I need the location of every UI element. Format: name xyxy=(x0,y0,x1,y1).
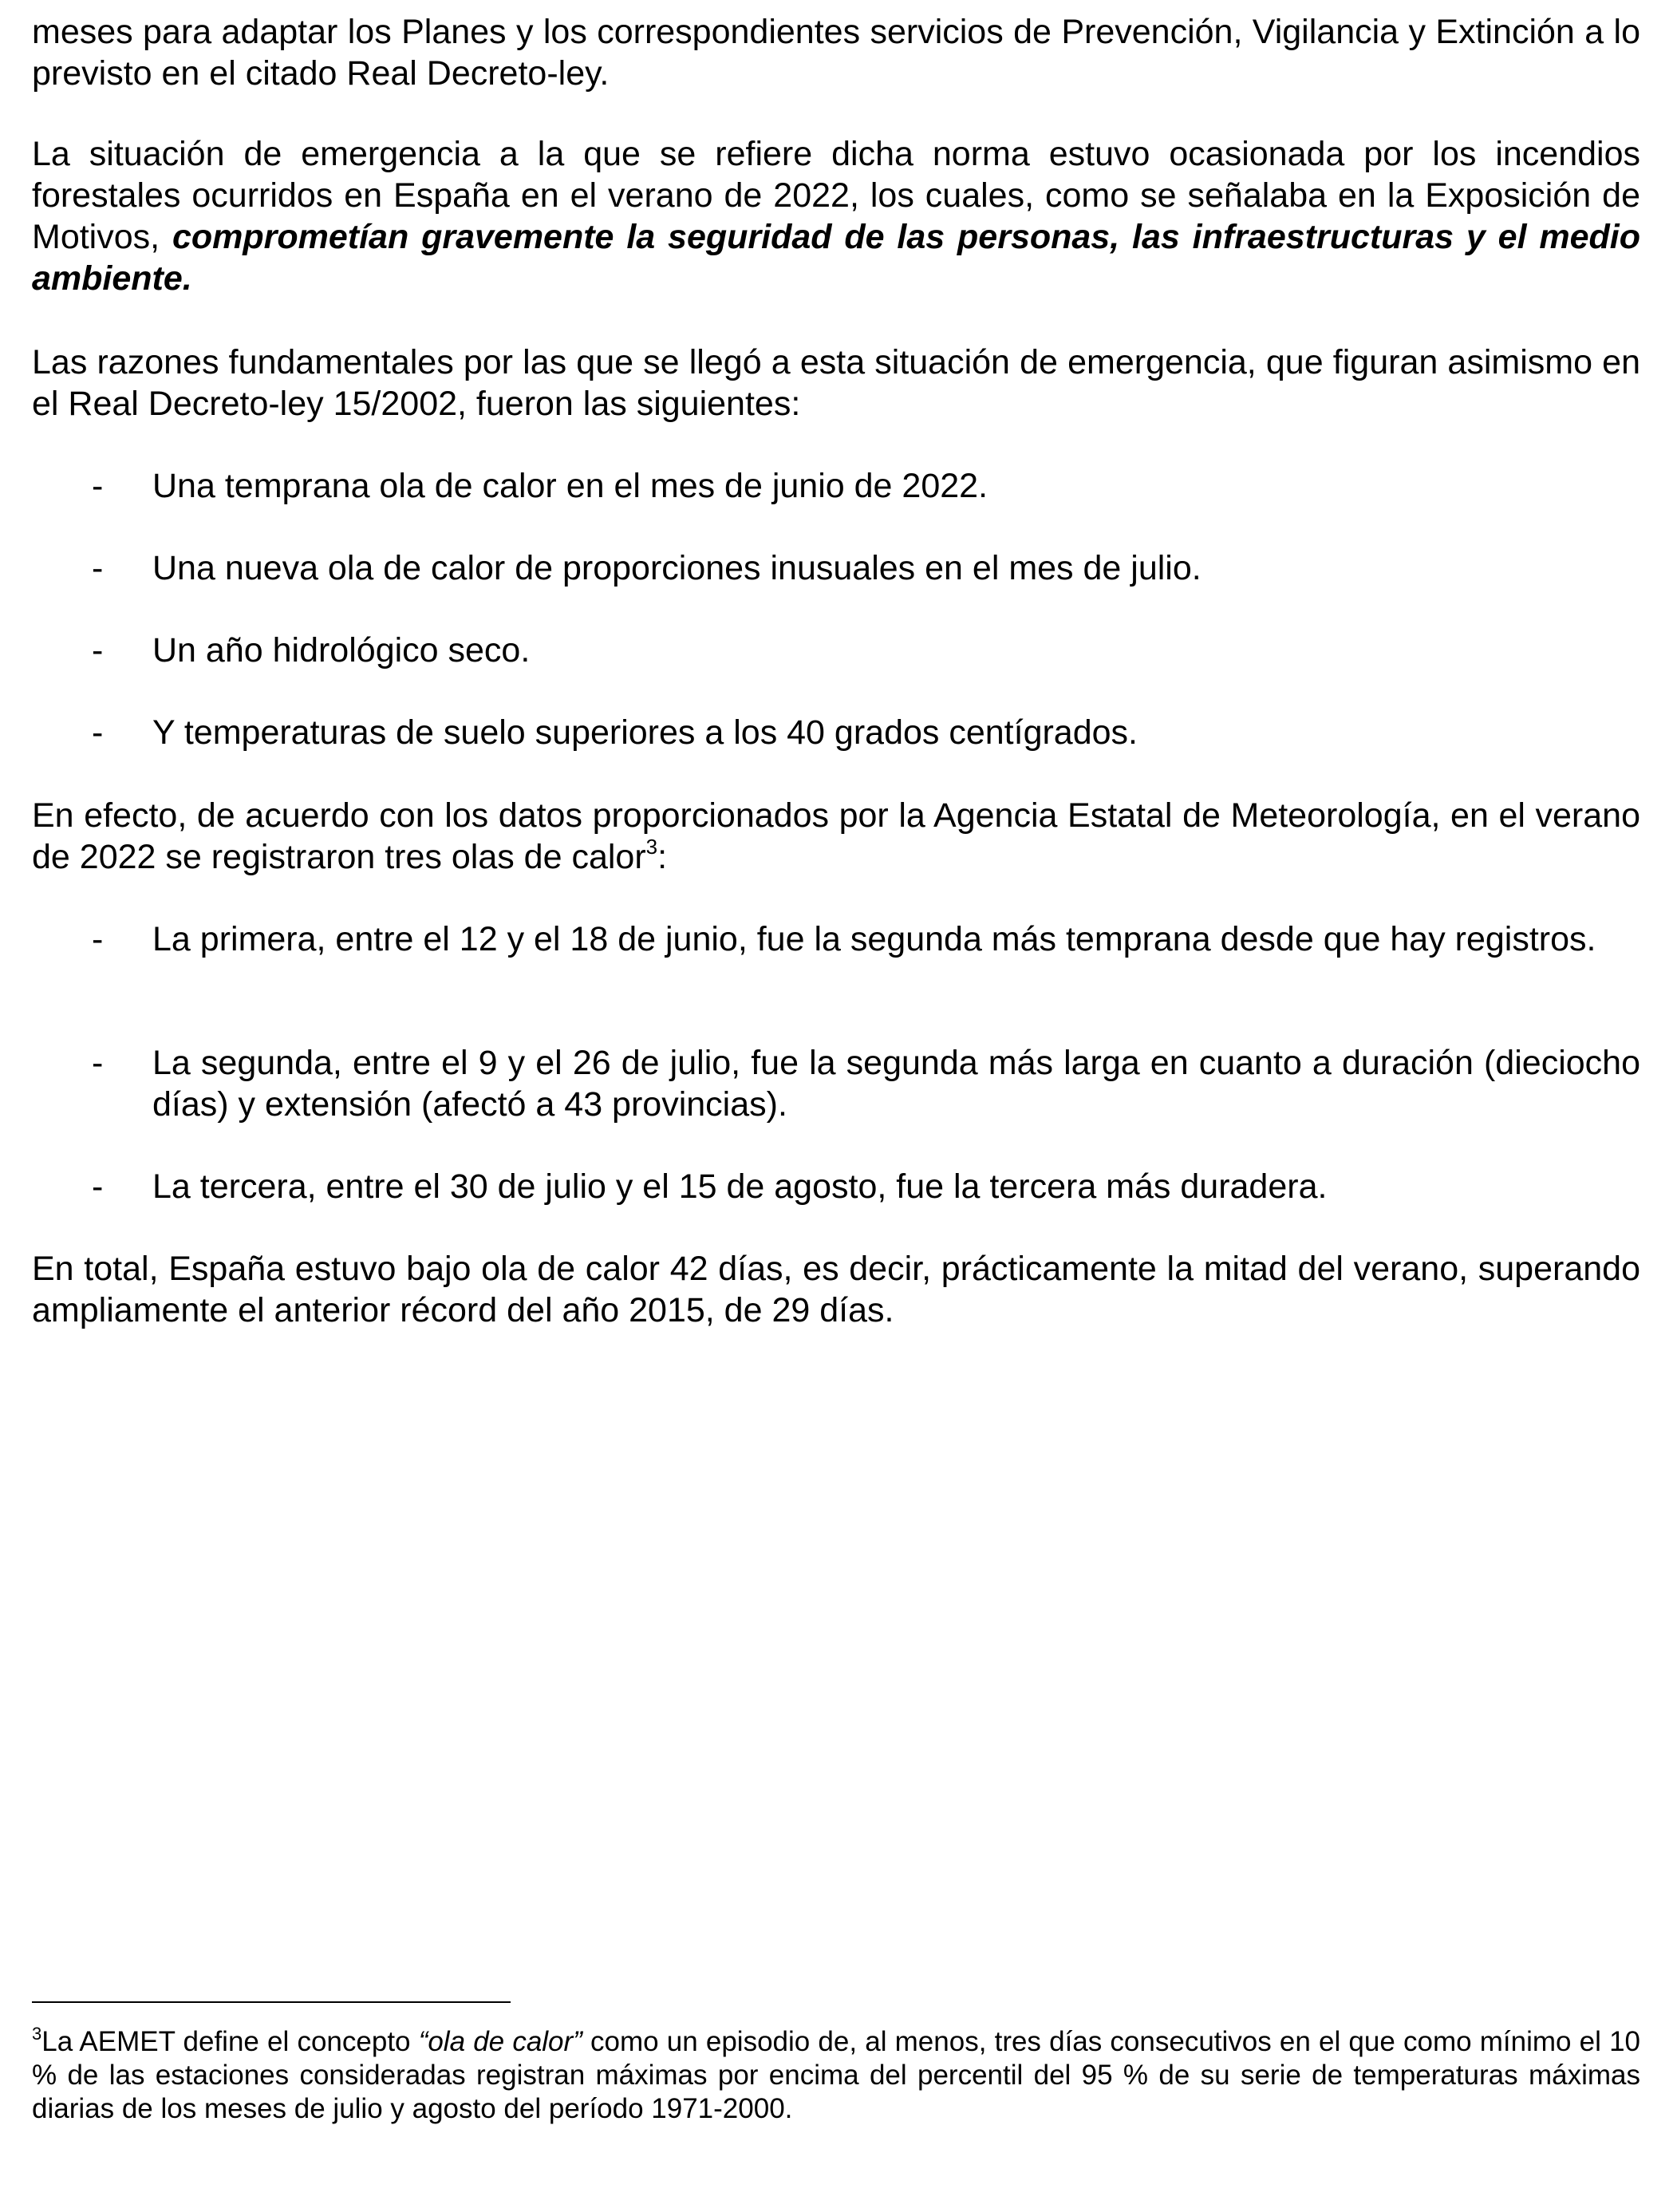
list-item xyxy=(32,1166,1640,1207)
list-dash: - xyxy=(92,549,104,587)
list-dash: - xyxy=(92,631,104,670)
list-item xyxy=(32,1042,1640,1125)
list-item xyxy=(32,712,1640,753)
list-item-text: Un año hidrológico seco. xyxy=(152,631,531,670)
paragraph-total-text: En total, España estuvo bajo ola de calor 42 días, es decir, prácticamente la mitad del verano, superando ampliamente el anterior récord del año 2015, de 29 días. xyxy=(32,1250,1640,1329)
list-dash: - xyxy=(92,1167,104,1206)
list-item-text: Una temprana ola de calor en el mes de junio de 2022. xyxy=(152,467,988,505)
paragraph-total xyxy=(32,1248,1640,1331)
paragraph-reasons-intro xyxy=(32,342,1640,425)
list-item xyxy=(32,465,1640,507)
list-item xyxy=(32,630,1640,671)
paragraph-aemet-data-colon: : xyxy=(657,838,668,876)
list-item-text: Una nueva ola de calor de proporciones inusuales en el mes de julio. xyxy=(152,549,1202,587)
footnote-reference[interactable]: 3 xyxy=(645,835,658,859)
list-item xyxy=(32,918,1640,960)
list-item-text: La tercera, entre el 30 de julio y el 15 de agosto, fue la tercera más duradera. xyxy=(152,1167,1328,1206)
list-dash: - xyxy=(92,467,104,505)
list-dash: - xyxy=(92,920,104,958)
list-item xyxy=(32,547,1640,589)
footnote-divider xyxy=(32,2001,511,2003)
paragraph-aemet-data-text: En efecto, de acuerdo con los datos proporcionados por la Agencia Estatal de Meteorología, en el verano de 2022 se registraron tres olas de calor xyxy=(32,796,1640,876)
list-item-text: La segunda, entre el 9 y el 26 de julio, fue la segunda más larga en cuanto a duración (dieciocho días) y extensión (afectó a 43 provincias). xyxy=(152,1044,1640,1124)
footnote xyxy=(32,2025,1640,2126)
paragraph-intro-text: meses para adaptar los Planes y los correspondientes servicios de Prevención, Vigilancia y Extinción a lo previsto en el citado Real Decreto-ley. xyxy=(32,13,1640,93)
footnote-number: 3 xyxy=(32,2024,42,2044)
paragraph-reasons-intro-text: Las razones fundamentales por las que se llegó a esta situación de emergencia, que figuran asimismo en el Real Decreto-ley 15/2002, fueron las siguientes: xyxy=(32,343,1640,423)
list-dash: - xyxy=(92,1044,104,1082)
footnote-text-end: como un episodio de, al menos, tres días consecutivos en el que como mínimo el 10 % de las estaciones consideradas registran máximas por encima del percentil del 95 % de su serie de temperaturas máximas diarias de los meses de julio y agosto del período 1971-2000. xyxy=(32,2026,1640,2124)
paragraph-emergency-emphasis: comprometían gravemente la seguridad de las personas, las infraestructuras y el medio ambiente. xyxy=(32,218,1640,298)
footnote-term: “ola de calor” xyxy=(418,2026,582,2057)
paragraph-emergency xyxy=(32,133,1640,299)
list-item-text: Y temperaturas de suelo superiores a los 40 grados centígrados. xyxy=(152,713,1138,752)
list-dash: - xyxy=(92,713,104,752)
footnote-text-start: La AEMET define el concepto xyxy=(41,2026,419,2057)
paragraph-emergency-text: La situación de emergencia a la que se refiere dicha norma estuvo ocasionada por los incendios forestales ocurridos en España en el verano de 2022, los cuales, como se señalaba en la Exposición de Motivos, xyxy=(32,135,1640,256)
list-item-text: La primera, entre el 12 y el 18 de junio, fue la segunda más temprana desde que hay registros. xyxy=(152,920,1596,958)
paragraph-aemet-data xyxy=(32,795,1640,878)
paragraph-intro xyxy=(32,11,1640,94)
